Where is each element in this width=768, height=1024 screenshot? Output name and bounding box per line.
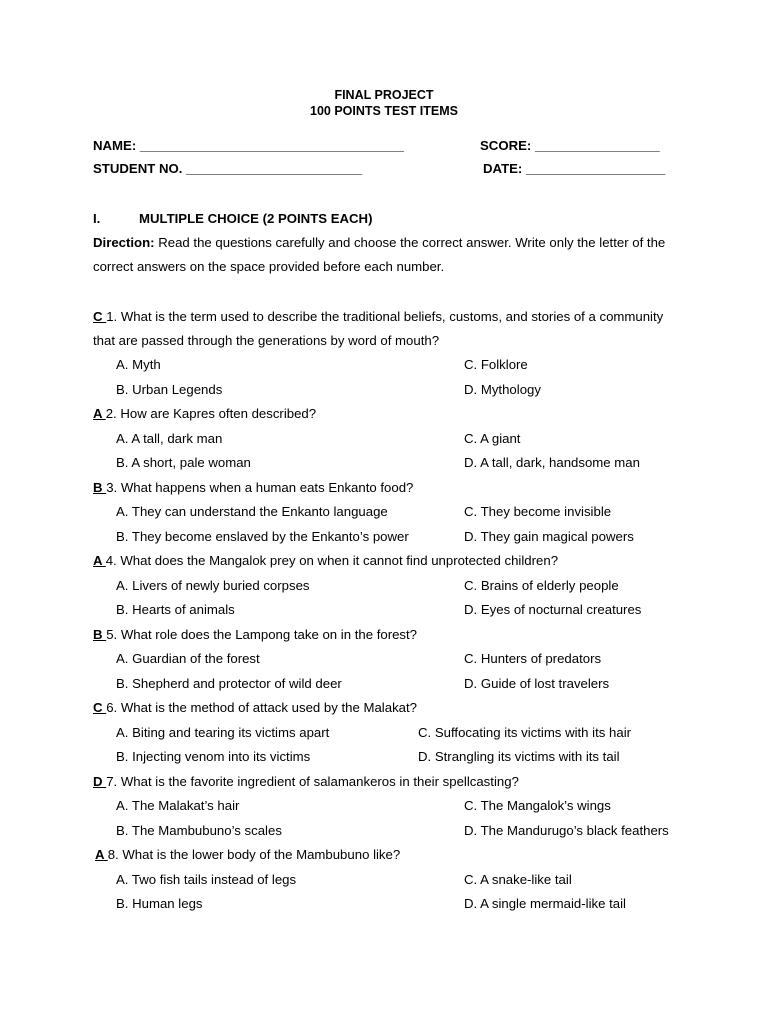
option-a: A. A tall, dark man [116,431,223,446]
question-2 [93,406,316,421]
student-no-label: STUDENT NO. [93,161,183,176]
question-4 [93,553,558,568]
document-title: FINAL PROJECT [334,88,434,102]
answer-blank[interactable]: C [93,700,107,715]
option-a: A. They can understand the Enkanto language [116,504,388,519]
option-a: A. Livers of newly buried corpses [116,578,310,593]
answer-blank[interactable]: B [93,480,107,495]
question-text: 2. How are Kapres often described? [105,406,317,421]
option-c: C. Hunters of predators [464,651,602,666]
question-1-line-2: that are passed through the generations by word of mouth? [93,333,440,348]
option-c: C. Folklore [464,357,528,372]
option-d: D. Guide of lost travelers [464,676,610,691]
option-a: A. Biting and tearing its victims apart [116,725,330,740]
question-1 [93,309,663,324]
direction-label: Direction: [93,235,155,250]
answer-blank[interactable]: A [93,553,106,568]
option-c: C. The Mangalok’s wings [464,798,611,813]
option-c: C. Brains of elderly people [464,578,619,593]
answer-blank[interactable]: D [93,774,107,789]
option-b: B. Injecting venom into its victims [116,749,311,764]
option-c: C. A snake-like tail [464,872,572,887]
option-b: B. Shepherd and protector of wild deer [116,676,342,691]
score-blank[interactable]: _________________ [534,138,660,153]
section-title: MULTIPLE CHOICE (2 POINTS EACH) [139,211,373,226]
answer-blank[interactable]: A [93,406,106,421]
date-label: DATE: [483,161,523,176]
option-b: B. Human legs [116,896,203,911]
name-blank[interactable]: ____________________________________ [139,138,404,153]
option-d: D. They gain magical powers [464,529,634,544]
section-number: I. [93,211,101,226]
question-text: 6. What is the method of attack used by the Malakat? [106,700,417,715]
answer-blank[interactable]: C [93,309,107,324]
option-b: B. Hearts of animals [116,602,235,617]
question-8 [95,847,400,862]
direction-text-1: Read the questions carefully and choose the correct answer. Write only the letter of the [158,235,666,250]
option-b: B. They become enslaved by the Enkanto’s power [116,529,409,544]
option-a: A. The Malakat’s hair [116,798,240,813]
document-subtitle: 100 POINTS TEST ITEMS [310,104,458,118]
date-blank[interactable]: ___________________ [525,161,666,176]
option-d: D. The Mandurugo’s black feathers [464,823,669,838]
question-text: 7. What is the favorite ingredient of salamankeros in their spellcasting? [106,774,519,789]
option-b: B. A short, pale woman [116,455,251,470]
score-field-row [480,138,660,153]
question-5 [93,627,417,642]
option-a: A. Two fish tails instead of legs [116,872,297,887]
date-field-row [483,161,665,176]
option-c: C. A giant [464,431,521,446]
option-a: A. Myth [116,357,161,372]
question-3 [93,480,413,495]
question-text: 5. What role does the Lampong take on in the forest? [106,627,418,642]
option-d: D. Strangling its victims with its tail [418,749,620,764]
option-a: A. Guardian of the forest [116,651,260,666]
name-field-row [93,138,404,153]
score-label: SCORE: [480,138,532,153]
option-d: D. Mythology [464,382,541,397]
question-text: 4. What does the Mangalok prey on when it cannot find unprotected children? [105,553,559,568]
option-b: B. Urban Legends [116,382,223,397]
option-d: D. A single mermaid-like tail [464,896,626,911]
option-d: D. A tall, dark, handsome man [464,455,640,470]
option-c: C. Suffocating its victims with its hair [418,725,632,740]
question-text: 3. What happens when a human eats Enkanto food? [106,480,414,495]
option-c: C. They become invisible [464,504,612,519]
question-6 [93,700,417,715]
name-label: NAME: [93,138,137,153]
question-text: 8. What is the lower body of the Mambubuno like? [107,847,401,862]
question-text: 1. What is the term used to describe the traditional beliefs, customs, and stories of a community [106,309,664,324]
option-d: D. Eyes of nocturnal creatures [464,602,642,617]
student-no-field-row [93,161,362,176]
question-7 [93,774,519,789]
direction-line-1 [93,235,665,250]
direction-line-2: correct answers on the space provided before each number. [93,259,445,274]
student-no-blank[interactable]: ________________________ [186,161,363,176]
option-b: B. The Mambubuno’s scales [116,823,282,838]
answer-blank[interactable]: B [93,627,107,642]
answer-blank[interactable]: A [95,847,108,862]
